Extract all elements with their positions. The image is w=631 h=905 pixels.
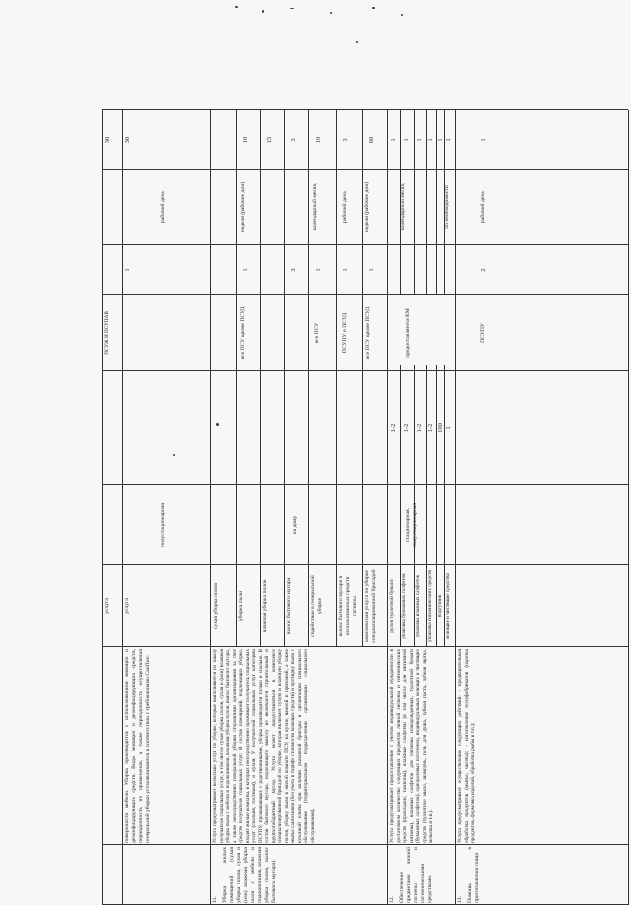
period-working-day: рабочий день (342, 191, 348, 223)
row-12-description: Услуга предусматривает предоставление с учетом индивидуальной нуждаемости в достаточном количестве следующих предметов личной гигиены и гигиенических средств (прокладки, тампоны), влажные салфетки (в том числе для интимной гигиены), влажных салфеток для гигиены новорожденных, туалетной бумаги (бумажных салфеток), одноразовых полотенец, индивидуальных моющих и чистящих средств (туалетное мыло, шампунь, гель для душа, зубная паста, зубная щетка, мочалка и т.п.). (389, 649, 434, 843)
count-paper-napkins: 1-2 (403, 423, 410, 433)
row-continuation-count: 1 (124, 268, 131, 272)
sub-trash-hygiene-removal: вынос бытового мусора и использованных средств гигиены (338, 575, 358, 637)
row-11-number: 11. (212, 896, 218, 903)
row-12-number: 12. (389, 896, 395, 903)
total-dust: 10 (242, 136, 249, 144)
row-13-period: рабочий день (480, 191, 486, 223)
sub-cleaning-agents: моющие и чистящие средства (445, 573, 451, 639)
count-trash: 3 (290, 268, 297, 272)
row-12-recipients: предоставляется КМ (405, 308, 411, 358)
total-complex: 60 (368, 136, 375, 144)
sub-dust-removal: уборка пыли (238, 590, 244, 622)
row-continuation-period: рабочий день (160, 191, 166, 223)
sub-complex-brigade-cleaning: комплексная услуга по уборке специализированной бригадой (364, 569, 377, 643)
row-13-recipients: ПСУПУ (480, 323, 486, 343)
sub-diaper: подгузник (437, 594, 443, 618)
scan-speck (262, 10, 264, 13)
period-week-working-2: неделя (рабочие дни) (364, 181, 370, 233)
sub-hygiene-pack: упаковка гигиенических средств (427, 570, 433, 642)
row-continuation-num (124, 847, 208, 903)
sub-paper-napkins: упаковка бумажных салфеток (401, 573, 407, 639)
row-12-form: стационарная, полустационарная (405, 503, 418, 547)
count-cleaning-agents: 1 (445, 426, 452, 430)
row-13-service: Помощь в приготовлении пищи (467, 847, 480, 903)
sub-wet-floor-cleaning: влажная уборка полов (262, 579, 268, 633)
total-diaper: 1 (437, 138, 444, 142)
row-continuation-sub-head: услуга (124, 598, 130, 614)
scan-speck (330, 12, 332, 14)
recipients-psupu-psud: ПСУПУ и ПСУД (342, 312, 348, 354)
count-diaper: 100 (437, 423, 444, 433)
recipients-all-except-psud-2: все ПСУ кроме ПСУД (365, 306, 371, 360)
rotated-table-page (100, 110, 630, 905)
total-cleaning-agents: 1 (445, 138, 452, 142)
scan-speck (372, 7, 375, 9)
total-trash-hygiene: 3 (342, 138, 349, 142)
row-continuation-total: 30 (124, 136, 131, 144)
row-11-description: Услуга предусматривает несколько услуг по уборке, которые выполняются по заказу получателя социальных услуг, в том числе сухая уборка полов, сухая и (или) влажная уборка пыли с мебели и подоконников, влажная уборка полов, вынос бытового мусора, а также непосредственно генеральной уборки сторонними организациями за счет средств получателя социальных услуг. В состав помещений, подлежащих уборке, входят жилые комнаты, в которых непосредственно проживает получатель социальных услуг (спальня, гостиная), и кухня. У получателей социальных услуг категории ПСУПУ, проживающих с родственниками, уборка производится только в спальне. В состав бытового мусора, подлежащего выносу не включается строительный и крупногабаритный мусор. Услуга может предоставляться в комплексе специализированной бригадой по уборке, которая включает сухую и влажную уборку полов, уборку пыли в жилой комнате ПСУ, на кухне, ванной и прихожей, а также мытье сантехники (без учета в тарифе стоимости моющих средств) и протирку пыли с кухонной плиты при наличии указанной бригады и организации специального обслуживания (территориальном подразделении организации социального обслуживания). (212, 649, 316, 843)
row-continuation-form: полустационарная (160, 503, 166, 547)
scan-speck (290, 8, 294, 9)
total-paper-napkins: 1 (403, 138, 410, 142)
total-trash: 3 (290, 138, 297, 142)
row-12-period: календарный месяц (400, 183, 406, 231)
row-11-service: Уборка жилых помещений (сухая уборка полов, сухая и (или) влажная уборка пыли с мебели и подоконников, влажная уборка полов, вынос бытового мусора). (222, 847, 277, 903)
total-wet-wipes: 1 (416, 138, 423, 142)
header-note: услуга (104, 598, 110, 614)
recipients-all-except-psud: все ПСУ кроме ПСУД (240, 306, 246, 360)
total-general: 10 (315, 136, 322, 144)
count-wet-wipes: 1-2 (416, 423, 423, 433)
total-toilet-paper: 1 (390, 138, 397, 142)
row-13-number: 13. (457, 896, 463, 903)
sub-general-cleaning: содействие в генеральной уборке (310, 575, 323, 637)
count-general: 1 (315, 268, 322, 272)
sub-toilet-paper: рулон туалетной бумаги (389, 579, 395, 633)
sub-wet-wipes: упаковка влажных салфеток (415, 574, 421, 638)
sub-trash-removal: вынос бытового мусора (286, 577, 292, 635)
total-hygiene-pack: 1 (427, 138, 434, 142)
sub-dry-floor-cleaning: сухая уборка полов (213, 583, 219, 630)
row-11-form: на дому (292, 515, 298, 535)
count-dust: 1 (242, 268, 249, 272)
row-continuation-description: поверхности мебели. Уборка производится с использованием моющих и дезинфицирующих средств. Виды моющих и дезинфицирующих средств, периодичность их применения, а также периодичность осуществления генеральной уборки устанавливаются в соответствии с требованиями СанПин. (124, 649, 151, 843)
row-13-total: 1 (480, 138, 487, 142)
count-toilet-paper: 1-2 (390, 423, 397, 433)
scan-speck (356, 41, 358, 43)
count-trash-hygiene: 1 (342, 268, 349, 272)
count-complex: 1 (368, 268, 375, 272)
recipients-all: все ПСУ (314, 322, 320, 344)
count-hygiene-pack: 1-2 (427, 423, 434, 433)
row-13-count: 2 (480, 268, 487, 272)
scan-speck (401, 14, 403, 16)
row-12-period-last: по необходимости (444, 185, 450, 229)
header-recipients: ПСУЖ И ПСУПАВ (104, 311, 110, 355)
scan-speck (235, 6, 238, 8)
row-13-description: Услуга предусматривает осуществление следующих действий: - предварительная обработка продуктов (мытье, чистка); - изготовление полуфабрикатов (нарезка продуктов, формовка изделий, обработка рыбы и т.п.); (457, 649, 476, 843)
period-week-working: неделя (рабочие дни) (240, 181, 246, 233)
period-calendar-month: календарный месяц (312, 183, 318, 231)
total-wet-floor: 15 (266, 136, 273, 144)
header-col-30: 30 (104, 136, 111, 144)
row-12-service: Обеспечение предметами личной гигиены и гигиеническими средствами. (399, 847, 433, 903)
